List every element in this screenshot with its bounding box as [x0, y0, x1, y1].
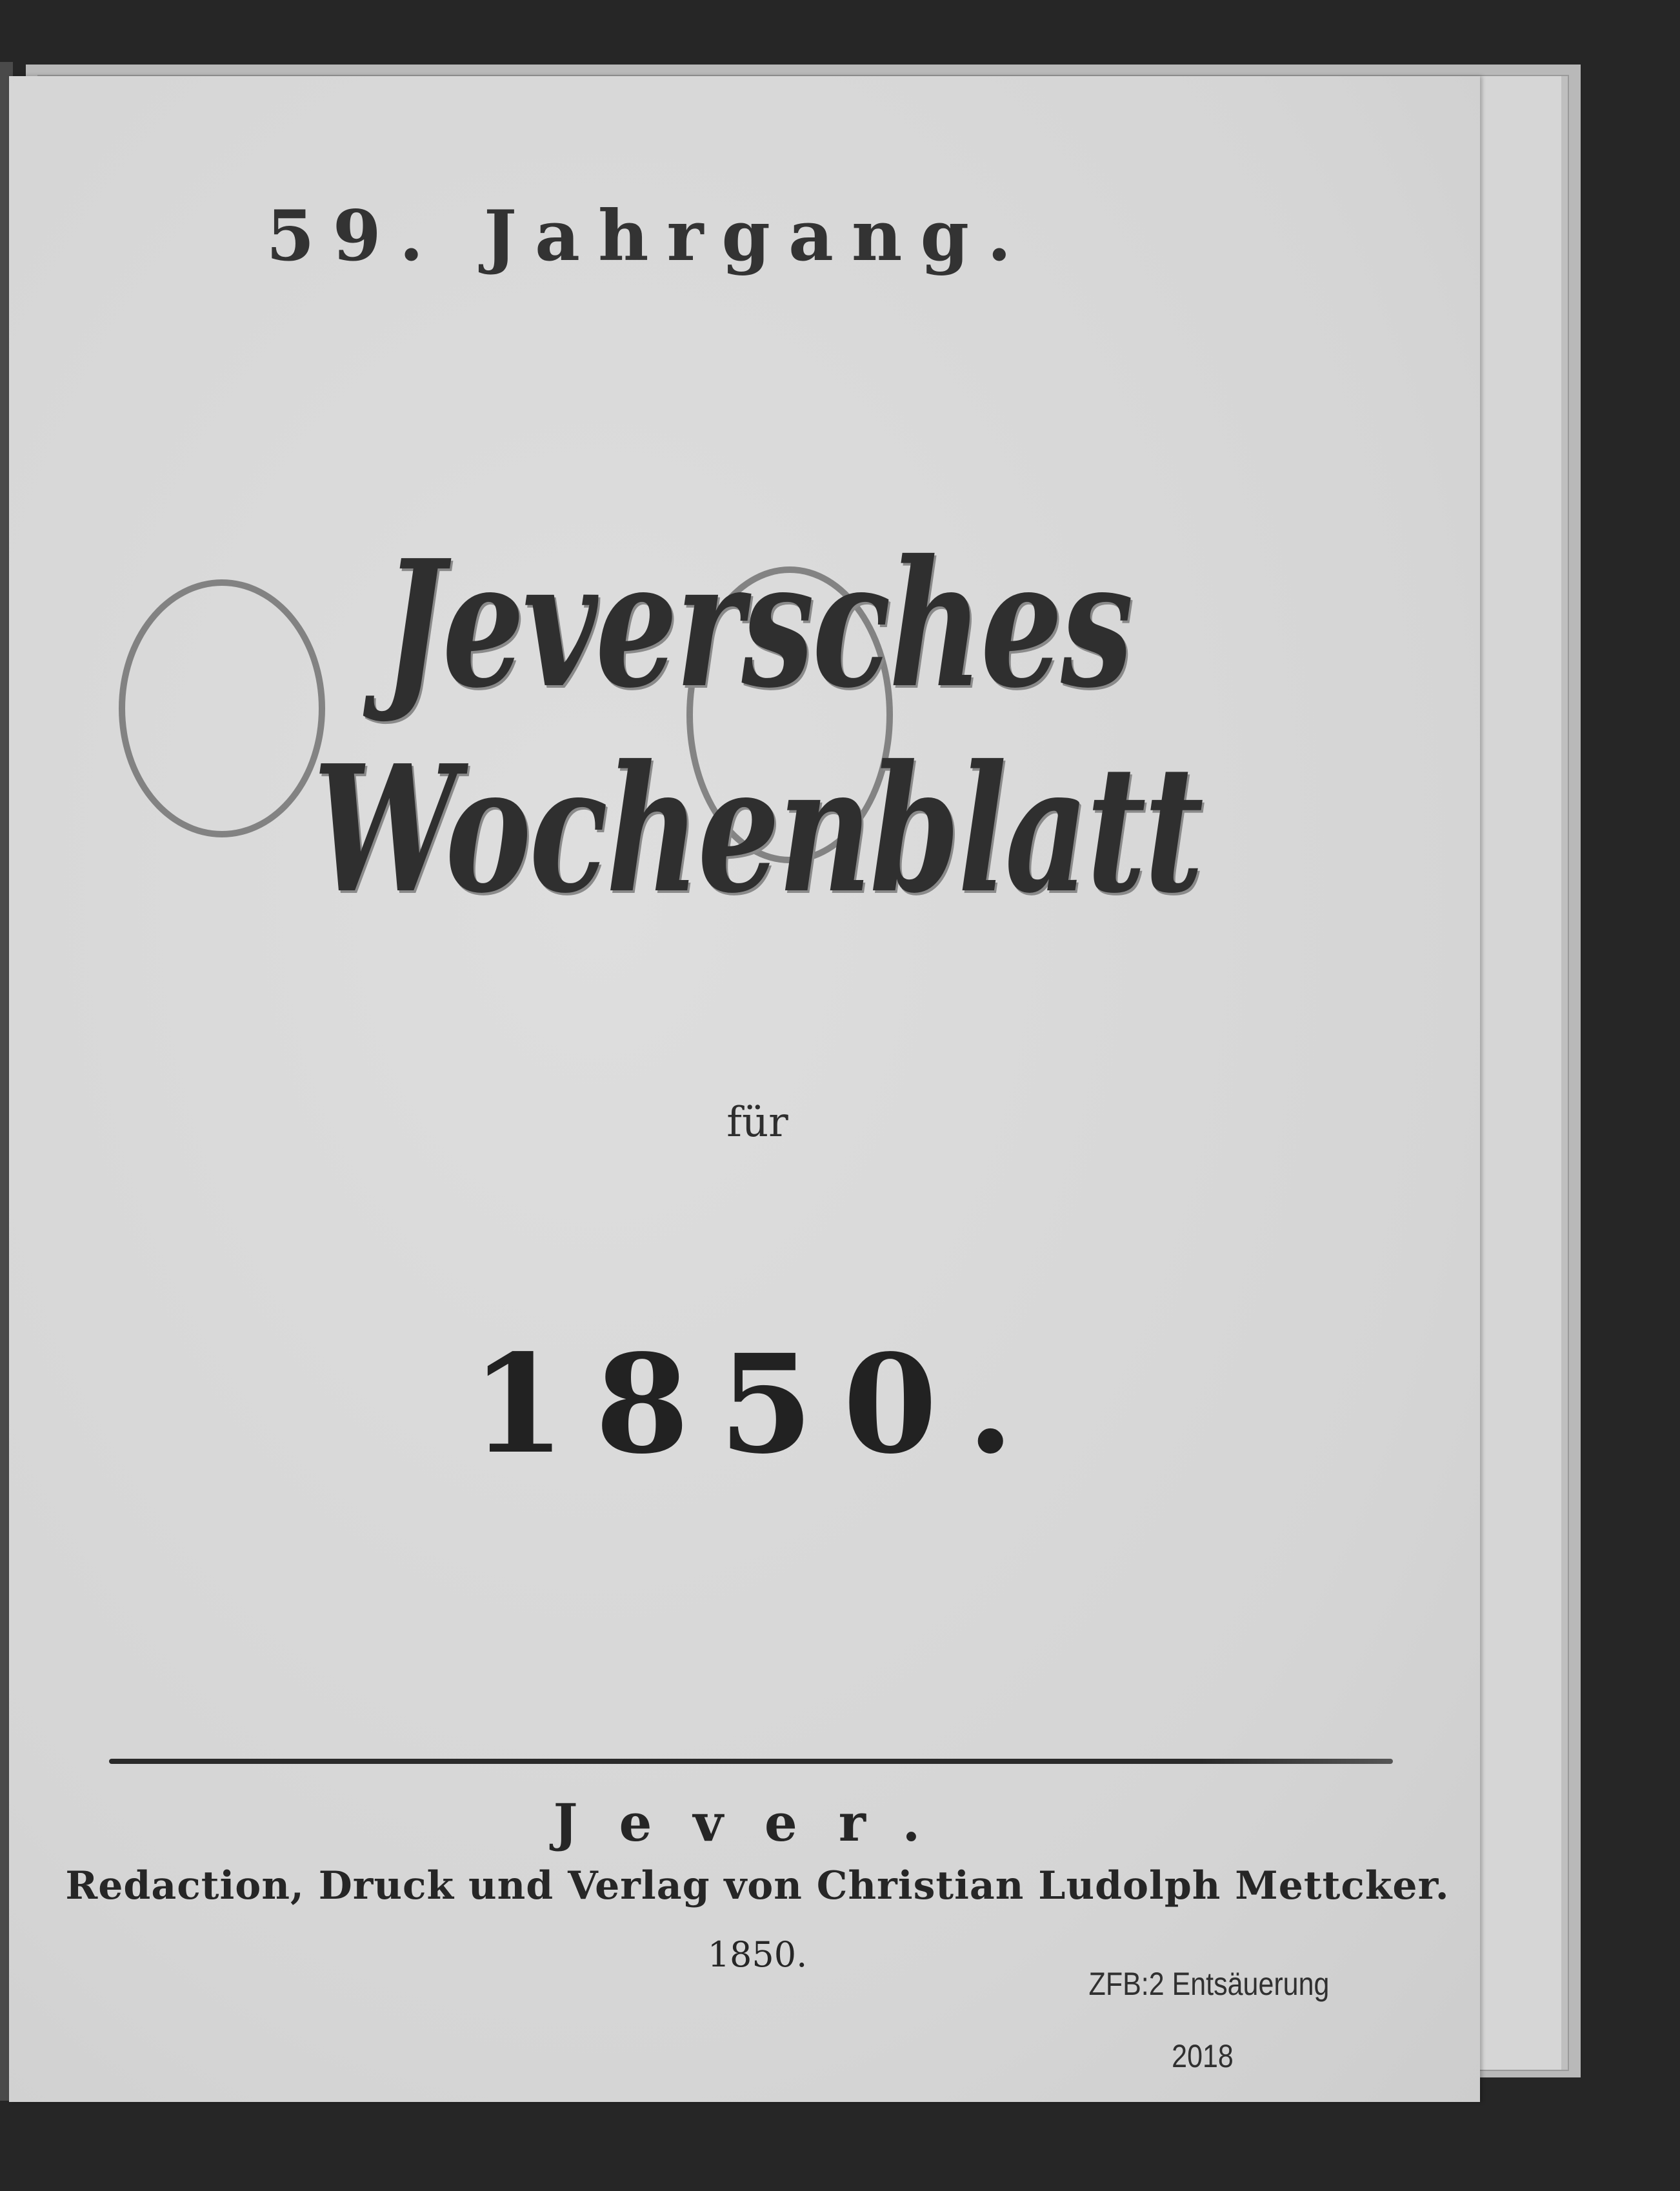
imprint-line: Redaction, Druck und Verlag von Christian Ludolph Mettcker.	[65, 1863, 1450, 1908]
volume-line: 59. Jahrgang.	[266, 195, 1030, 277]
for-label: für	[726, 1099, 788, 1146]
title-page	[9, 76, 1480, 2102]
separator-rule	[109, 1759, 1393, 1764]
year-title: 1850.	[471, 1325, 1044, 1484]
deacidification-year: 2018	[1172, 2038, 1234, 2074]
masthead-title: Jeversches Wochenblatt	[313, 521, 1202, 932]
place-of-publication: Jever.	[553, 1792, 962, 1853]
imprint-year: 1850.	[707, 1934, 808, 1975]
deacidification-note: ZFB:2 Entsäuerung	[1088, 1966, 1330, 2002]
